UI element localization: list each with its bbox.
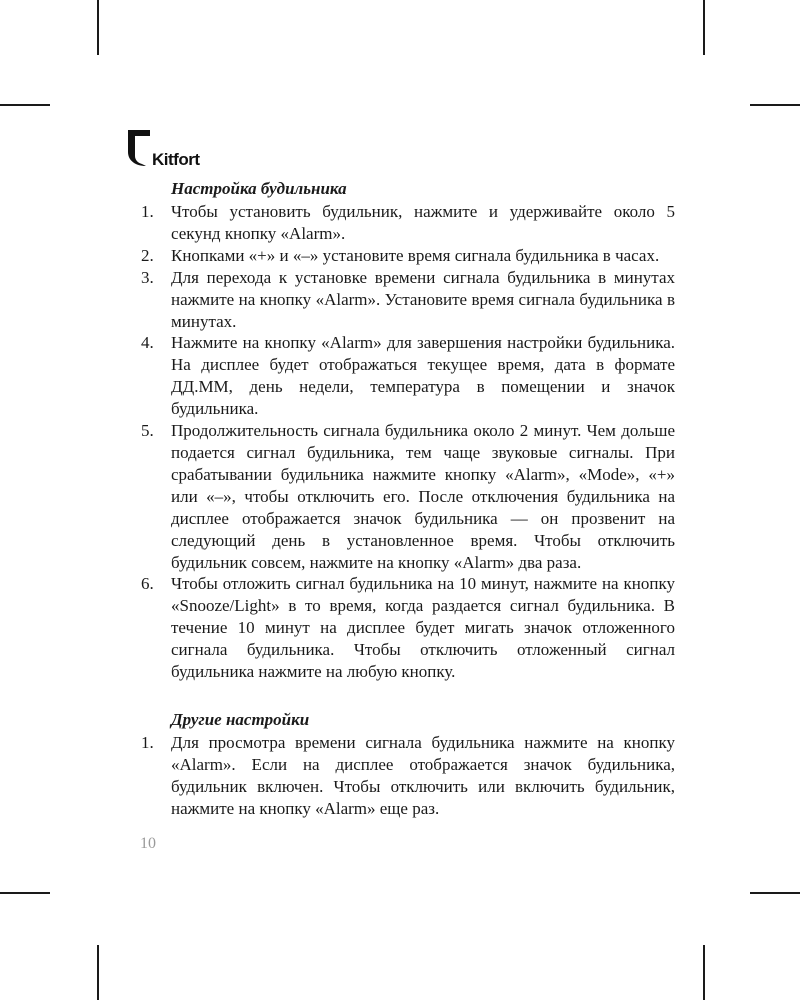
list-item bbox=[135, 332, 675, 420]
list-item bbox=[135, 573, 675, 683]
list-item-text: Чтобы установить будильник, нажмите и удерживайте около 5 секунд кнопку «Alarm». bbox=[171, 202, 675, 243]
list-item-number: 3. bbox=[141, 267, 154, 287]
section-title-alarm-setup: Настройка будильника bbox=[171, 179, 347, 198]
page-number: 10 bbox=[140, 835, 156, 852]
list-item-number: 1. bbox=[141, 732, 154, 752]
crop-mark-right-lower bbox=[750, 892, 800, 894]
crop-mark-left-lower bbox=[0, 892, 50, 894]
list-item-text: Для просмотра времени сигнала будильника нажмите на кнопку «Alarm». Если на дисплее отображается значок будильника, будильник включен. Чтобы отключить или включить будильник, нажмите на кнопку «Alarm» еще раз. bbox=[171, 732, 675, 818]
list-item-text: Чтобы отложить сигнал будильника на 10 минут, нажмите на кнопку «Snooze/Light» в то время, когда раздается сигнал будильника. В течение 10 минут на дисплее будет мигать значок отложенного сигнала будильника. Чтобы отключить отложенный сигнал будильника нажмите на любую кнопку. bbox=[171, 574, 675, 682]
list-item bbox=[135, 732, 675, 820]
list-item-number: 6. bbox=[141, 574, 154, 594]
crop-mark-bottom-left bbox=[97, 945, 99, 1000]
kitfort-logo-icon bbox=[128, 130, 152, 166]
list-item bbox=[135, 201, 675, 245]
list-item-number: 1. bbox=[141, 202, 154, 221]
document-body bbox=[135, 178, 675, 820]
list-item-number: 2. bbox=[141, 245, 154, 265]
alarm-setup-list bbox=[135, 201, 675, 683]
list-item bbox=[135, 267, 675, 333]
list-item bbox=[135, 245, 675, 267]
list-item-text: Кнопками «+» и «–» установите время сигнала будильника в часах. bbox=[171, 245, 660, 265]
brand-name: Kitfort bbox=[152, 150, 200, 169]
list-item-text: Для перехода к установке времени сигнала будильника в минутах нажмите на кнопку «Alarm». Установите время сигнала будильника в минутах. bbox=[171, 267, 675, 331]
list-item-text: Продолжительность сигнала будильника около 2 минут. Чем дольше подается сигнал будильника, тем чаще звуковые сигналы. При срабатывании будильника нажмите кнопку «Alarm», «Mode», «+» или «–», чтобы отключить его. После отключения будильника на дисплее отображается значок будильника — он прозвенит на следующий день в установленное время. Чтобы отключить будильник совсем, нажмите на кнопку «Alarm» два раза. bbox=[171, 421, 675, 572]
other-settings-list bbox=[135, 732, 675, 820]
list-item-text: Нажмите на кнопку «Alarm» для завершения настройки будильника. На дисплее будет отображаться текущее время, дата в формате ДД.ММ, день недели, температура в помещении и значок будильника. bbox=[171, 333, 675, 419]
list-item-number: 4. bbox=[141, 333, 154, 353]
crop-mark-top-left bbox=[97, 0, 99, 55]
crop-mark-top-right bbox=[703, 0, 705, 55]
section-title-other-settings: Другие настройки bbox=[171, 709, 310, 729]
crop-mark-bottom-right bbox=[703, 945, 705, 1000]
brand-logo bbox=[128, 128, 200, 169]
list-item bbox=[135, 420, 675, 573]
crop-mark-right-upper bbox=[750, 104, 800, 106]
crop-mark-left-upper bbox=[0, 104, 50, 106]
list-item-number: 5. bbox=[141, 421, 154, 441]
